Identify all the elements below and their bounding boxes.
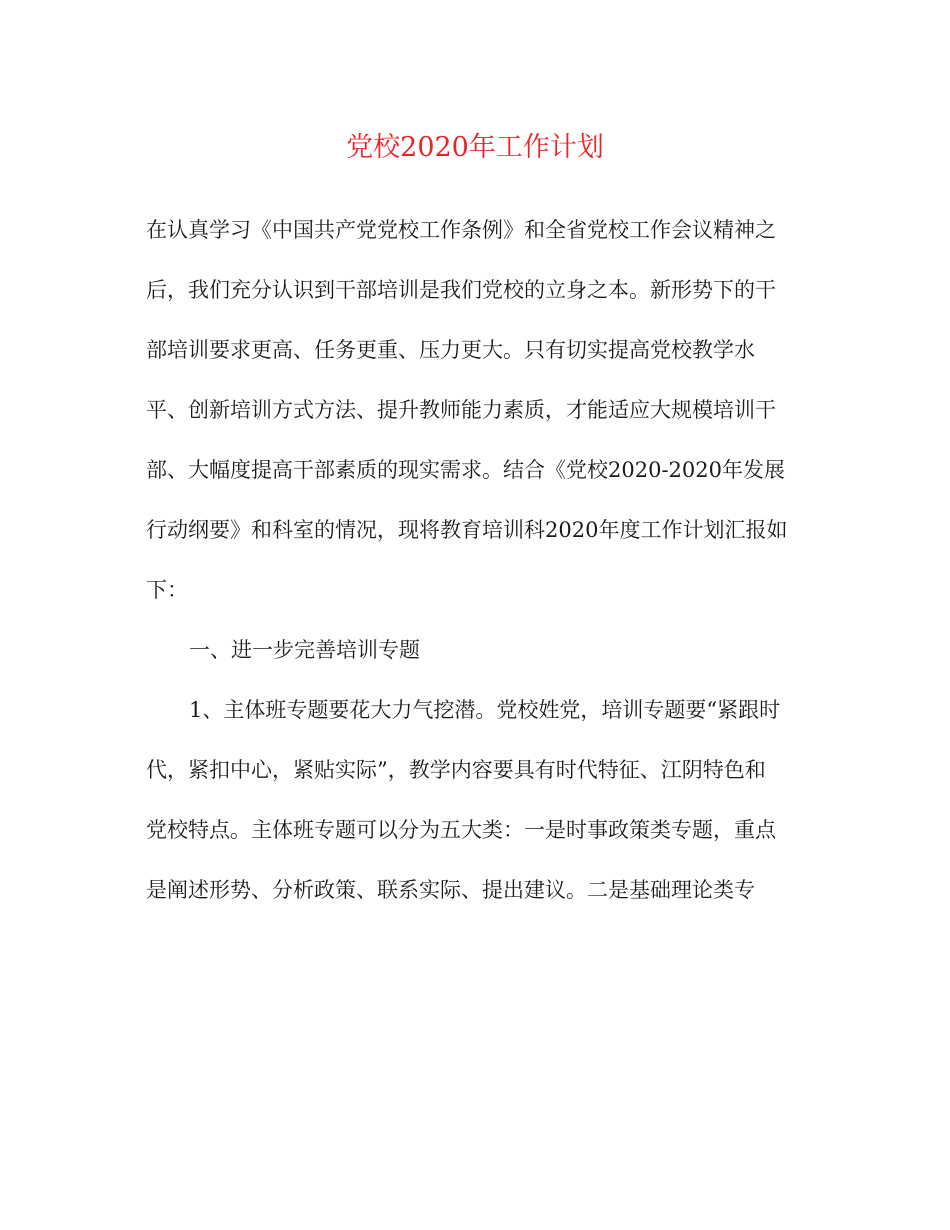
paragraph-line: 平、创新培训方式方法、提升教师能力素质，才能适应大规模培训干	[146, 398, 776, 422]
paragraph-line: 党校特点。主体班专题可以分为五大类：一是时事政策类专题，重点	[146, 818, 776, 842]
paragraph-line: 部培训要求更高、任务更重、压力更大。只有切实提高党校教学水	[146, 338, 755, 362]
paragraph-line: 后，我们充分认识到干部培训是我们党校的立身之本。新形势下的干	[146, 278, 776, 302]
paragraph-line: 1、主体班专题要花大力气挖潜。党校姓党，培训专题要“紧跟时	[189, 698, 781, 722]
paragraph-line: 行动纲要》和科室的情况，现将教育培训科2020年度工作计划汇报如	[146, 518, 788, 542]
paragraph-line: 是阐述形势、分析政策、联系实际、提出建议。二是基础理论类专	[146, 878, 755, 902]
section-heading: 一、进一步完善培训专题	[189, 638, 420, 662]
document-body	[146, 210, 806, 930]
paragraph-line: 下：	[146, 578, 188, 602]
paragraph-line: 在认真学习《中国共产党党校工作条例》和全省党校工作会议精神之	[146, 218, 776, 242]
paragraph-line: 代，紧扣中心，紧贴实际”，教学内容要具有时代特征、江阴特色和	[146, 758, 766, 782]
document-title: 党校2020年工作计划	[346, 132, 604, 163]
paragraph-line: 部、大幅度提高干部素质的现实需求。结合《党校2020-2020年发展	[146, 458, 785, 482]
